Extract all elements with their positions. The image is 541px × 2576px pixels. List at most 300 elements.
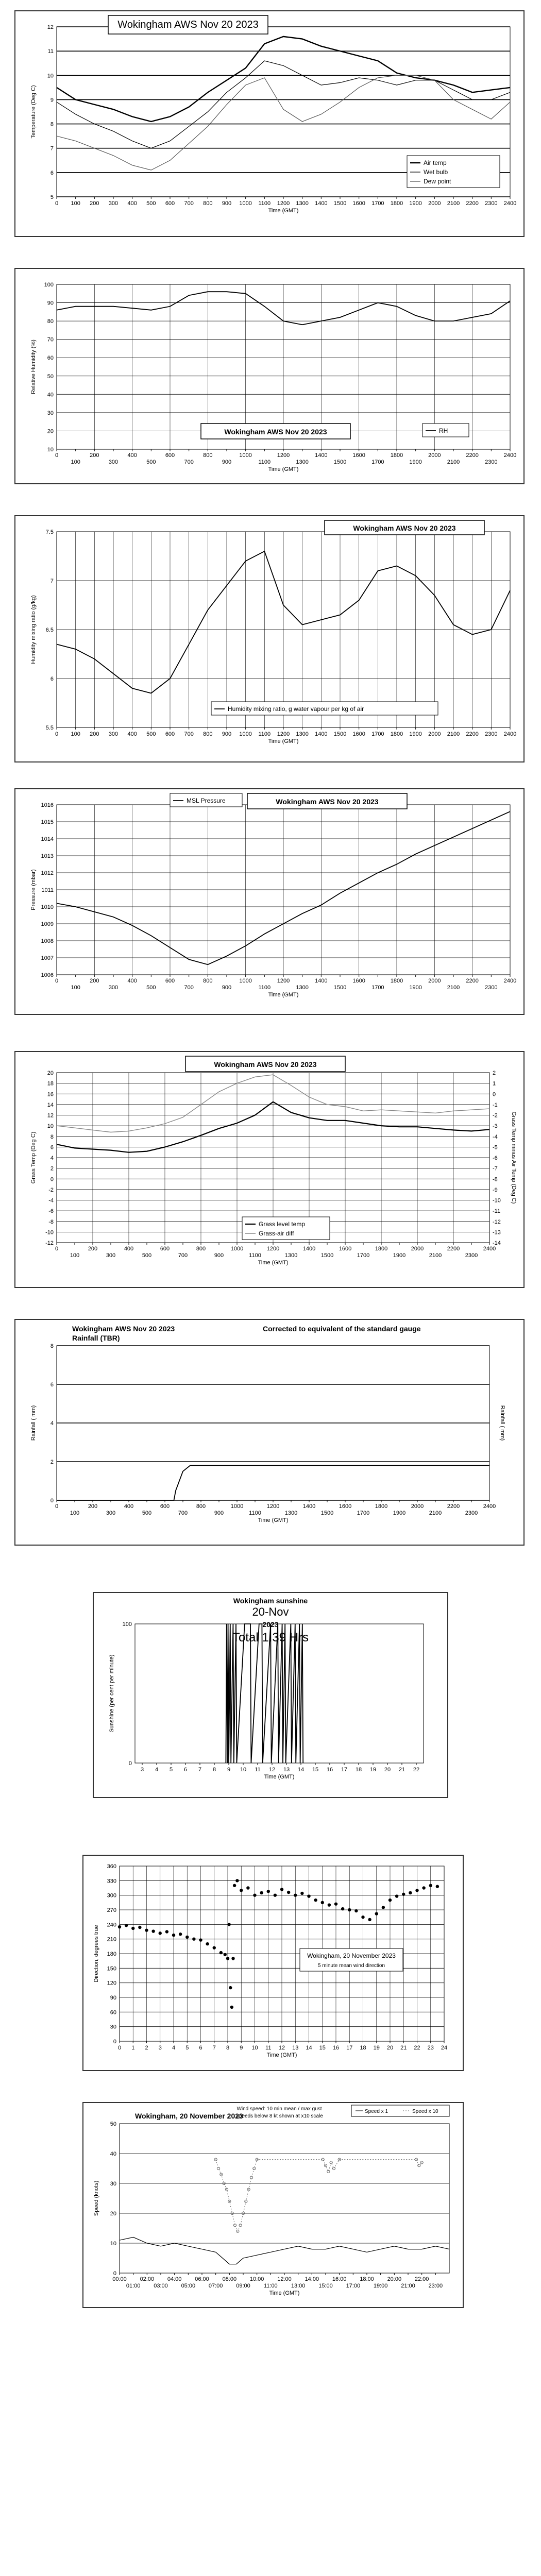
x-tick-label: 900 xyxy=(214,1252,224,1259)
chart-subtitle: 5 minute mean wind direction xyxy=(317,1963,385,1969)
x-tick-label: 200 xyxy=(90,978,99,984)
data-point xyxy=(402,1893,405,1896)
x-tick-label: 1 xyxy=(131,2045,135,2051)
x-tick-label: 1600 xyxy=(352,452,365,459)
legend-entry: Humidity mixing ratio, g water vapour per kg of air xyxy=(228,705,364,713)
x-tick-label: 100 xyxy=(71,985,80,991)
data-point xyxy=(206,1942,209,1945)
x-tick-label: 05:00 xyxy=(181,2283,196,2289)
x-tick-label: 300 xyxy=(108,731,119,737)
y-tick-label: 0 xyxy=(128,1760,132,1767)
data-point xyxy=(226,1957,229,1960)
y-axis-label: Temperature (Deg C) xyxy=(30,85,37,139)
x-tick-label: 700 xyxy=(184,731,194,737)
x-tick-label: 400 xyxy=(127,452,137,459)
x-tick-label: 700 xyxy=(178,1510,188,1516)
legend-entry: Grass level temp xyxy=(259,1221,306,1228)
x-tick-label: 0 xyxy=(55,200,59,207)
x-tick-label: 8 xyxy=(226,2045,230,2051)
y-tick-label: 30 xyxy=(110,2024,116,2030)
y-tick-label: 20 xyxy=(47,428,54,435)
x-tick-label: 600 xyxy=(165,978,175,984)
data-point xyxy=(253,1893,256,1896)
data-point xyxy=(415,1889,418,1892)
y-tick-label: 0 xyxy=(50,1498,54,1504)
y-tick-label: 8 xyxy=(50,1133,54,1140)
x-tick-label: 1700 xyxy=(357,1252,370,1259)
x-tick-label: 700 xyxy=(184,200,194,207)
x-tick-label: 1200 xyxy=(277,452,290,459)
x-tick-label: 9 xyxy=(227,1767,231,1773)
chart-humidity-mixing-ratio xyxy=(14,515,525,762)
x-tick-label: 2100 xyxy=(447,200,460,207)
y-tick-label: 6 xyxy=(50,1144,54,1151)
y-tick-label: 360 xyxy=(107,1863,116,1870)
x-tick-label: 9 xyxy=(240,2045,243,2051)
x-tick-label: 2200 xyxy=(466,452,479,459)
data-point xyxy=(280,1888,283,1891)
y-tick-label: 8 xyxy=(50,1343,54,1349)
data-point xyxy=(224,1953,227,1956)
chart-title: Wokingham AWS Nov 20 2023 xyxy=(72,1325,175,1333)
y-tick-label: 210 xyxy=(107,1936,116,1943)
x-tick-label: 1200 xyxy=(266,1503,280,1510)
x-tick-label: 1500 xyxy=(320,1252,334,1259)
x-tick-label: 20:00 xyxy=(387,2276,402,2282)
y-tick-label: 10 xyxy=(47,447,54,453)
y-tick-label: 12 xyxy=(47,1112,54,1119)
x-tick-label: 1400 xyxy=(315,452,328,459)
data-point xyxy=(300,1892,303,1895)
y-tick-label: 20 xyxy=(110,2211,116,2217)
x-tick-label: 21:00 xyxy=(401,2283,415,2289)
x-tick-label: 22:00 xyxy=(414,2276,429,2282)
x-tick-label: 1800 xyxy=(390,200,403,207)
y-right-tick-label: -5 xyxy=(493,1144,498,1151)
x-tick-label: 2400 xyxy=(483,1246,496,1252)
x-tick-label: 2000 xyxy=(428,452,441,459)
y-tick-label: -8 xyxy=(48,1218,54,1225)
y-tick-label: 7.5 xyxy=(45,529,54,535)
x-tick-label: 3 xyxy=(158,2045,162,2051)
x-tick-label: 2300 xyxy=(465,1510,478,1516)
y-tick-label: 40 xyxy=(110,2151,116,2157)
x-tick-label: 200 xyxy=(90,731,99,737)
legend-entry: Air temp xyxy=(424,159,447,166)
x-axis-label: Time (GMT) xyxy=(264,1774,295,1780)
legend-entry: Speed x 1 xyxy=(365,2109,388,2114)
x-tick-label: 07:00 xyxy=(208,2283,223,2289)
x-tick-label: 600 xyxy=(160,1503,170,1510)
data-point xyxy=(213,1946,216,1949)
x-tick-label: 16 xyxy=(326,1767,333,1773)
x-tick-label: 8 xyxy=(212,1767,216,1773)
x-tick-label: 20 xyxy=(384,1767,391,1773)
legend-entry: RH xyxy=(439,427,448,434)
chart-date: 20-Nov xyxy=(252,1605,289,1618)
x-tick-label: 2200 xyxy=(447,1246,460,1252)
data-point xyxy=(125,1924,128,1927)
x-tick-label: 400 xyxy=(127,731,137,737)
y-tick-label: 10 xyxy=(47,73,54,79)
y-tick-label: 90 xyxy=(47,300,54,307)
x-tick-label: 11:00 xyxy=(263,2283,278,2289)
x-tick-label: 23 xyxy=(427,2045,434,2051)
x-tick-label: 18 xyxy=(360,2045,366,2051)
x-tick-label: 2200 xyxy=(466,978,479,984)
x-tick-label: 2300 xyxy=(485,985,498,991)
x-tick-label: 1100 xyxy=(258,200,271,207)
x-tick-label: 10:00 xyxy=(249,2276,264,2282)
x-tick-label: 1500 xyxy=(333,200,347,207)
x-tick-label: 500 xyxy=(142,1252,152,1259)
legend-entry: Grass-air diff xyxy=(259,1230,294,1237)
x-tick-label: 400 xyxy=(124,1503,134,1510)
y-right-tick-label: -11 xyxy=(493,1208,501,1215)
y-tick-label: -12 xyxy=(45,1240,54,1246)
y-tick-label: 120 xyxy=(107,1980,116,1987)
x-tick-label: 13:00 xyxy=(291,2283,306,2289)
x-tick-label: 2100 xyxy=(429,1252,442,1259)
x-tick-label: 10 xyxy=(240,1767,247,1773)
x-tick-label: 0 xyxy=(117,2045,122,2051)
y-tick-label: 18 xyxy=(47,1080,54,1087)
x-tick-label: 800 xyxy=(196,1503,206,1510)
x-tick-label: 09:00 xyxy=(236,2283,250,2289)
chart-pressure xyxy=(14,788,525,1015)
x-tick-label: 01:00 xyxy=(126,2283,141,2289)
x-tick-label: 900 xyxy=(222,200,232,207)
y-tick-label: 40 xyxy=(47,392,54,398)
x-tick-label: 12 xyxy=(278,2045,285,2051)
data-point xyxy=(375,1912,378,1915)
x-tick-label: 2400 xyxy=(503,731,517,737)
x-tick-label: 900 xyxy=(222,731,232,737)
y-tick-label: 5.5 xyxy=(45,725,54,731)
x-tick-label: 17 xyxy=(341,1767,348,1773)
x-tick-label: 19:00 xyxy=(373,2283,388,2289)
y-tick-label: 6 xyxy=(50,1382,54,1388)
legend-box xyxy=(407,156,500,188)
y-right-axis-label: Grass Temp minus Air Temp (Deg C) xyxy=(511,1111,517,1204)
data-point xyxy=(233,1884,236,1887)
x-tick-label: 1200 xyxy=(266,1246,280,1252)
data-point xyxy=(131,1927,134,1930)
x-tick-label: 1800 xyxy=(375,1246,388,1252)
y-right-tick-label: 2 xyxy=(493,1070,496,1076)
y-right-tick-label: -6 xyxy=(493,1155,498,1161)
x-tick-label: 1800 xyxy=(390,978,403,984)
data-point xyxy=(260,1891,263,1894)
chart-title: Wokingham sunshine xyxy=(233,1597,308,1605)
x-tick-label: 1300 xyxy=(296,985,309,991)
plot-area xyxy=(120,2124,449,2273)
y-tick-label: 1012 xyxy=(41,870,54,876)
x-tick-label: 14:00 xyxy=(305,2276,319,2282)
x-axis-label: Time (GMT) xyxy=(269,2290,300,2296)
data-point xyxy=(321,1901,324,1904)
x-tick-label: 2000 xyxy=(411,1246,424,1252)
data-point xyxy=(231,1957,234,1960)
data-point xyxy=(159,1931,162,1935)
y-tick-label: 14 xyxy=(47,1101,54,1108)
x-tick-label: 600 xyxy=(165,452,175,459)
y-axis-label: Relative Humidity (%) xyxy=(30,340,37,394)
x-tick-label: 1700 xyxy=(357,1510,370,1516)
data-point xyxy=(388,1899,392,1902)
x-tick-label: 500 xyxy=(142,1510,152,1516)
x-tick-label: 2100 xyxy=(447,459,460,465)
y-tick-label: 1016 xyxy=(41,802,54,808)
chart-title: Wokingham AWS Nov 20 2023 xyxy=(117,19,259,30)
chart-sunshine xyxy=(93,1592,448,1798)
y-right-tick-label: -4 xyxy=(493,1133,498,1140)
x-tick-label: 1900 xyxy=(393,1510,406,1516)
x-tick-label: 4 xyxy=(155,1767,159,1773)
x-tick-label: 1500 xyxy=(333,459,347,465)
x-tick-label: 2000 xyxy=(428,978,441,984)
data-point xyxy=(294,1893,297,1896)
x-tick-label: 16 xyxy=(332,2045,340,2051)
x-tick-label: 1900 xyxy=(409,985,422,991)
x-tick-label: 1000 xyxy=(230,1503,244,1510)
x-tick-label: 19 xyxy=(369,1767,377,1773)
data-point xyxy=(328,1903,331,1906)
chart-title: Wokingham AWS Nov 20 2023 xyxy=(353,524,456,532)
x-tick-label: 1200 xyxy=(277,200,290,207)
x-tick-label: 2300 xyxy=(485,459,498,465)
x-tick-label: 1800 xyxy=(390,731,403,737)
y-tick-label: 1009 xyxy=(41,921,54,927)
y-right-tick-label: 0 xyxy=(493,1091,496,1098)
x-tick-label: 1600 xyxy=(352,978,365,984)
y-tick-label: 10 xyxy=(47,1123,54,1130)
y-tick-label: -2 xyxy=(48,1187,54,1193)
y-tick-label: 50 xyxy=(47,373,54,380)
x-tick-label: 1800 xyxy=(375,1503,388,1510)
x-tick-label: 400 xyxy=(124,1246,134,1252)
x-tick-label: 15 xyxy=(312,1767,319,1773)
y-tick-label: 60 xyxy=(110,2009,116,2016)
x-tick-label: 2000 xyxy=(411,1503,424,1510)
x-tick-label: 4 xyxy=(172,2045,176,2051)
x-tick-label: 22 xyxy=(413,1767,420,1773)
x-tick-label: 19 xyxy=(373,2045,380,2051)
y-tick-label: 1011 xyxy=(41,887,54,893)
data-point xyxy=(314,1899,317,1902)
y-tick-label: 80 xyxy=(47,318,54,325)
y-tick-label: 8 xyxy=(50,121,54,128)
x-tick-label: 2400 xyxy=(503,200,517,207)
y-tick-label: 1006 xyxy=(41,972,54,978)
x-tick-label: 100 xyxy=(71,459,80,465)
x-axis-label: Time (GMT) xyxy=(258,1517,289,1523)
data-point xyxy=(382,1906,385,1909)
x-tick-label: 300 xyxy=(108,459,119,465)
x-tick-label: 500 xyxy=(146,985,156,991)
y-tick-label: 4 xyxy=(50,1420,54,1427)
x-tick-label: 1100 xyxy=(258,459,271,465)
x-tick-label: 800 xyxy=(203,978,213,984)
x-tick-label: 1900 xyxy=(393,1252,406,1259)
data-point xyxy=(185,1936,189,1939)
x-tick-label: 2100 xyxy=(429,1510,442,1516)
y-tick-label: 12 xyxy=(47,24,54,30)
data-point xyxy=(436,1885,439,1888)
y-axis-label: Rainfall ( mm) xyxy=(30,1405,37,1441)
x-tick-label: 11 xyxy=(255,1767,261,1773)
x-tick-label: 1300 xyxy=(284,1252,298,1259)
y-tick-label: 9 xyxy=(50,97,54,104)
x-tick-label: 1200 xyxy=(277,978,290,984)
chart-rainfall xyxy=(14,1319,525,1546)
y-tick-label: 4 xyxy=(50,1155,54,1161)
x-tick-label: 1700 xyxy=(371,731,384,737)
x-tick-label: 1300 xyxy=(284,1510,298,1516)
chart-note: Speeds below 8 kt shown at x10 scale xyxy=(235,2113,323,2119)
x-axis-label: Time (GMT) xyxy=(268,208,299,214)
x-tick-label: 1500 xyxy=(333,731,347,737)
x-tick-label: 300 xyxy=(106,1510,116,1516)
y-right-tick-label: -9 xyxy=(493,1187,498,1193)
x-tick-label: 2400 xyxy=(503,978,517,984)
x-tick-label: 500 xyxy=(146,459,156,465)
chart-note: Wind speed: 10 min mean / max gust xyxy=(236,2106,322,2112)
x-tick-label: 5 xyxy=(185,2045,189,2051)
x-tick-label: 02:00 xyxy=(140,2276,155,2282)
y-right-tick-label: -12 xyxy=(493,1218,501,1225)
x-tick-label: 1000 xyxy=(239,452,252,459)
y-tick-label: 16 xyxy=(47,1091,54,1098)
x-tick-label: 21 xyxy=(400,2045,407,2051)
y-tick-label: 1015 xyxy=(41,819,54,825)
x-tick-label: 1600 xyxy=(352,731,365,737)
x-tick-label: 500 xyxy=(146,731,156,737)
x-tick-label: 2400 xyxy=(483,1503,496,1510)
x-tick-label: 1100 xyxy=(249,1252,261,1259)
x-tick-label: 800 xyxy=(203,200,213,207)
y-tick-label: 5 xyxy=(50,194,54,200)
y-right-tick-label: -10 xyxy=(493,1197,501,1204)
chart-grass-temperature xyxy=(14,1051,525,1288)
chart-title: Wokingham AWS Nov 20 2023 xyxy=(224,428,327,436)
x-tick-label: 0 xyxy=(55,978,59,984)
x-tick-label: 200 xyxy=(90,200,99,207)
y-tick-label: -4 xyxy=(48,1197,54,1204)
x-tick-label: 16:00 xyxy=(332,2276,347,2282)
x-tick-label: 1400 xyxy=(315,200,328,207)
x-tick-label: 0 xyxy=(55,1246,59,1252)
x-tick-label: 0 xyxy=(55,1503,59,1510)
x-tick-label: 600 xyxy=(165,731,175,737)
y-tick-label: 1010 xyxy=(41,904,54,910)
x-tick-label: 1900 xyxy=(409,200,422,207)
y-tick-label: 7 xyxy=(50,145,54,152)
chart-title: Wokingham, 20 November 2023 xyxy=(135,2112,243,2120)
x-tick-label: 2100 xyxy=(447,985,460,991)
x-tick-label: 100 xyxy=(71,731,80,737)
x-tick-label: 6 xyxy=(199,2045,202,2051)
x-tick-label: 1600 xyxy=(339,1246,352,1252)
x-axis-label: Time (GMT) xyxy=(268,738,299,744)
y-tick-label: 1013 xyxy=(41,853,54,859)
data-point xyxy=(287,1891,290,1894)
data-point xyxy=(179,1933,182,1936)
x-axis-label: Time (GMT) xyxy=(266,2052,297,2058)
x-tick-label: 1000 xyxy=(239,978,252,984)
chart-subtitle: Rainfall (TBR) xyxy=(72,1334,120,1342)
data-point xyxy=(227,1923,230,1926)
data-point xyxy=(219,1951,223,1954)
y-tick-label: 150 xyxy=(107,1965,116,1972)
x-tick-label: 1600 xyxy=(352,200,365,207)
x-tick-label: 1700 xyxy=(371,200,384,207)
x-tick-label: 800 xyxy=(196,1246,206,1252)
x-tick-label: 14 xyxy=(297,1767,305,1773)
x-tick-label: 08:00 xyxy=(222,2276,237,2282)
x-tick-label: 900 xyxy=(222,459,232,465)
x-tick-label: 0 xyxy=(55,731,59,737)
x-tick-label: 800 xyxy=(203,452,213,459)
y-tick-label: 270 xyxy=(107,1907,116,1913)
legend-entry: Speed x 10 xyxy=(412,2109,438,2114)
x-tick-label: 12:00 xyxy=(277,2276,292,2282)
data-point xyxy=(409,1891,412,1894)
x-tick-label: 21 xyxy=(398,1767,405,1773)
x-tick-label: 300 xyxy=(106,1252,116,1259)
x-tick-label: 2300 xyxy=(485,200,498,207)
x-axis-label: Time (GMT) xyxy=(268,992,299,998)
data-point xyxy=(267,1890,270,1893)
y-axis-label: Direction, degrees true xyxy=(93,1925,99,1982)
x-tick-label: 2100 xyxy=(447,731,460,737)
x-tick-label: 1800 xyxy=(390,452,403,459)
x-tick-label: 200 xyxy=(90,452,99,459)
y-tick-label: 180 xyxy=(107,1951,116,1957)
x-tick-label: 1400 xyxy=(315,978,328,984)
x-tick-label: 2200 xyxy=(447,1503,460,1510)
x-tick-label: 6 xyxy=(183,1767,188,1773)
x-tick-label: 23:00 xyxy=(428,2283,443,2289)
data-point xyxy=(246,1886,249,1889)
x-tick-label: 1400 xyxy=(302,1503,316,1510)
x-tick-label: 1100 xyxy=(258,985,271,991)
y-tick-label: 10 xyxy=(110,2241,116,2247)
data-point xyxy=(192,1937,195,1940)
x-tick-label: 1400 xyxy=(302,1246,316,1252)
y-tick-label: 6.5 xyxy=(45,627,54,633)
chart-title: Wokingham AWS Nov 20 2023 xyxy=(214,1060,317,1069)
legend-entry: Dew point xyxy=(424,178,451,185)
y-axis-label: Speed (knots) xyxy=(93,2180,99,2216)
x-tick-label: 600 xyxy=(160,1246,170,1252)
y-tick-label: 90 xyxy=(110,1995,116,2001)
x-tick-label: 900 xyxy=(214,1510,224,1516)
y-axis-label: Sunshine (per cent per minute) xyxy=(109,1654,115,1733)
y-tick-label: 20 xyxy=(47,1070,54,1076)
x-tick-label: 11 xyxy=(265,2045,272,2051)
x-tick-label: 600 xyxy=(165,200,175,207)
x-tick-label: 15:00 xyxy=(318,2283,333,2289)
x-tick-label: 12 xyxy=(268,1767,276,1773)
x-tick-label: 17:00 xyxy=(346,2283,361,2289)
chart-note: Corrected to equivalent of the standard gauge xyxy=(263,1325,421,1333)
data-point xyxy=(334,1902,337,1905)
y-tick-label: 300 xyxy=(107,1892,116,1899)
y-tick-label: 30 xyxy=(47,410,54,416)
y-tick-label: 30 xyxy=(110,2181,116,2187)
x-tick-label: 20 xyxy=(386,2045,394,2051)
